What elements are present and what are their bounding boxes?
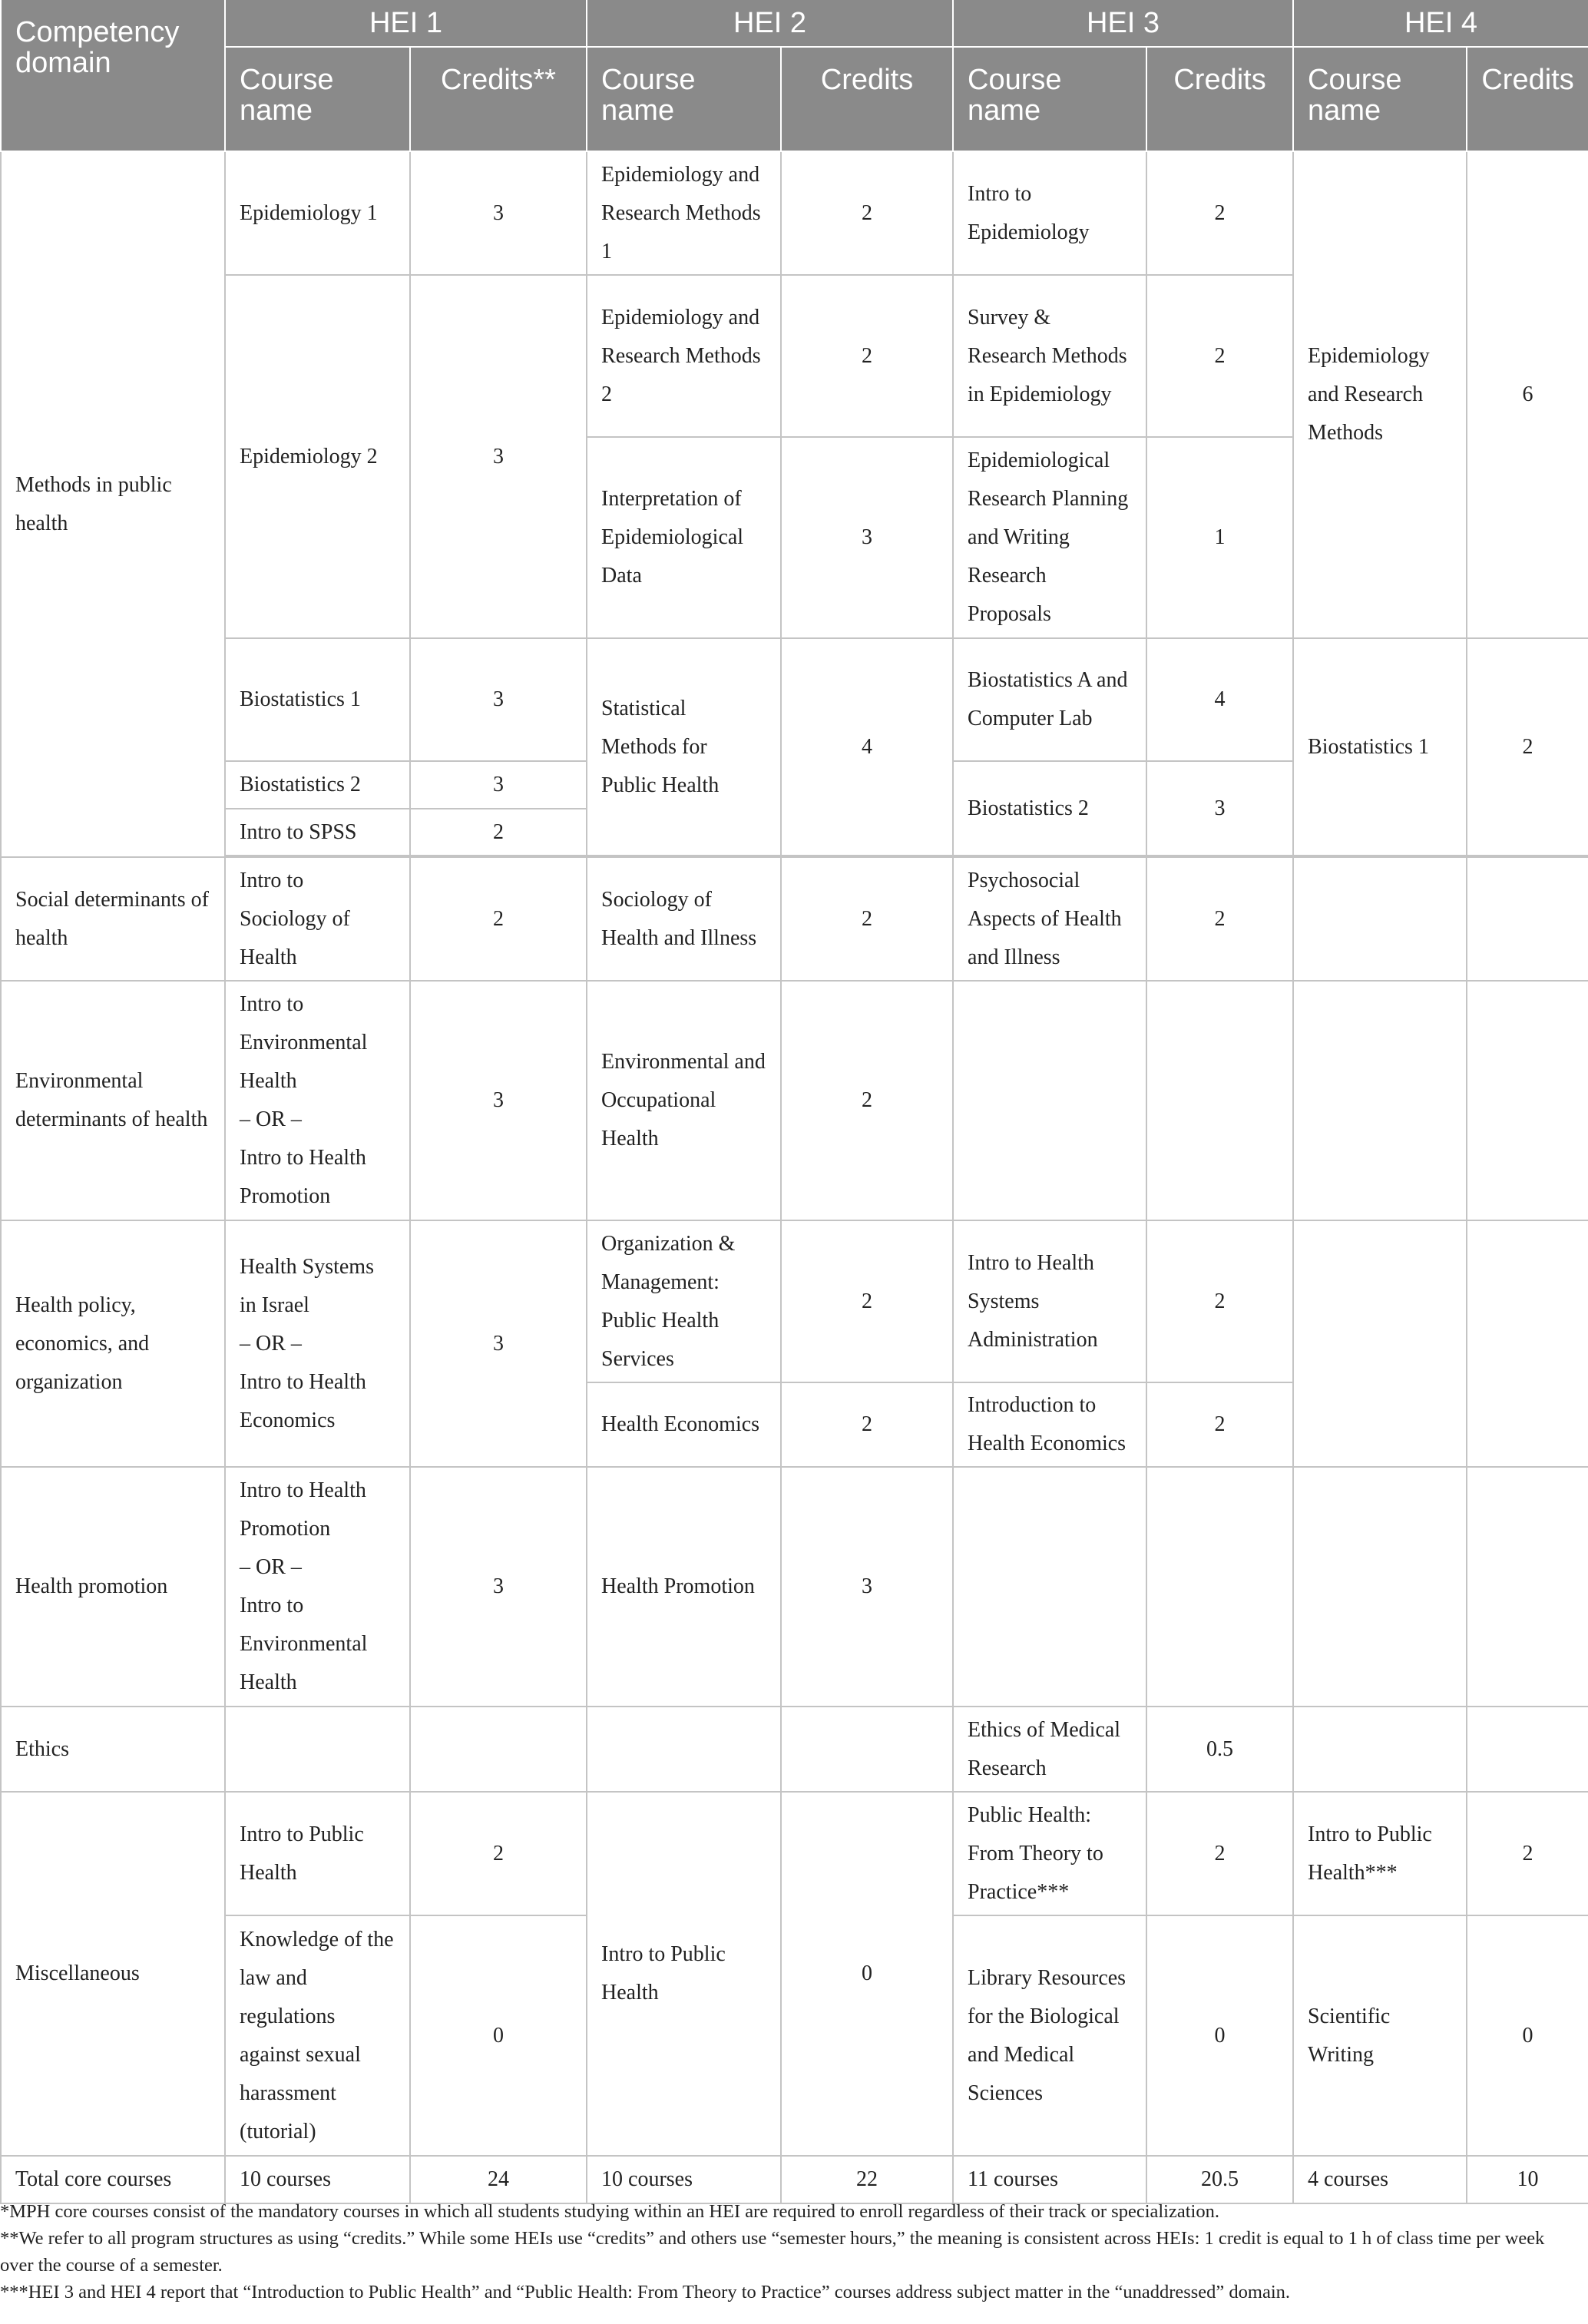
domain-cell: Miscellaneous (1, 1792, 225, 2156)
empty-cell (587, 1707, 781, 1792)
course-cell: Introduction to Health Economics (953, 1382, 1146, 1467)
course-cell: Intro to Public Health (587, 1792, 781, 2156)
course-cell: Biostatistics A and Computer Lab (953, 638, 1146, 761)
or-separator: – OR – (240, 1331, 302, 1356)
empty-cell (1467, 1707, 1588, 1792)
table-row (1, 1467, 1588, 1707)
or-separator: – OR – (240, 1555, 302, 1579)
credits-cell: 2 (1146, 275, 1293, 437)
empty-cell (1293, 1707, 1467, 1792)
total-credits-cell: 20.5 (1146, 2156, 1293, 2203)
credits-cell: 2 (1146, 1792, 1293, 1915)
course-cell: Sociology of Health and Illness (587, 857, 781, 981)
total-courses-cell: 4 courses (1293, 2156, 1467, 2203)
course-cell: Biostatistics 2 (225, 761, 410, 809)
total-credits-cell: 10 (1467, 2156, 1588, 2203)
course-cell: Epidemiological Research Planning and Writing Research Proposals (953, 437, 1146, 638)
credits-cell: 3 (781, 437, 953, 638)
domain-cell: Total core courses (1, 2156, 225, 2203)
course-cell: Health Economics (587, 1382, 781, 1467)
credits-cell: 2 (781, 1382, 953, 1467)
empty-cell (1293, 1220, 1467, 1467)
footnotes (0, 2198, 1582, 2306)
credits-cell: 0.5 (1146, 1707, 1293, 1792)
course-cell: Intro to Public Health (225, 1792, 410, 1915)
credits-cell: 0 (1146, 1915, 1293, 2156)
course-cell: Ethics of Medical Research (953, 1707, 1146, 1792)
hei2-credits-header: Credits (781, 47, 953, 151)
course-cell: Biostatistics 2 (953, 761, 1146, 856)
course-cell: Public Health: From Theory to Practice*** (953, 1792, 1146, 1915)
credits-cell: 3 (410, 1467, 587, 1707)
footnote: ***HEI 3 and HEI 4 report that “Introduction to Public Health” and “Public Health: From Theory to Practice” courses address subject matter in the “unaddressed” domain. (0, 2282, 1291, 2302)
credits-cell: 4 (1146, 638, 1293, 761)
credits-cell: 2 (1146, 857, 1293, 981)
credits-cell: 1 (1146, 437, 1293, 638)
hei4-course-header: Course name (1293, 47, 1467, 151)
empty-cell (1467, 981, 1588, 1220)
credits-cell: 2 (410, 809, 587, 856)
empty-cell (1467, 857, 1588, 981)
total-courses-cell: 11 courses (953, 2156, 1146, 2203)
credits-cell: 2 (781, 981, 953, 1220)
hei2-course-header: Course name (587, 47, 781, 151)
domain-cell: Health promotion (1, 1467, 225, 1707)
empty-cell (953, 981, 1146, 1220)
course-cell: Intro to Sociology of Health (225, 857, 410, 981)
empty-cell (953, 1467, 1146, 1707)
credits-cell: 2 (1467, 638, 1588, 856)
domain-header: Competency domain (1, 0, 225, 151)
hei2-header: HEI 2 (587, 0, 953, 47)
domain-cell: Environmental determinants of health (1, 981, 225, 1220)
credits-cell: 0 (1467, 1915, 1588, 2156)
total-credits-cell: 22 (781, 2156, 953, 2203)
credits-cell: 3 (410, 1220, 587, 1467)
course-option-a: Health Systems in Israel (240, 1254, 374, 1317)
credits-cell: 3 (781, 1467, 953, 1707)
table-row (1, 857, 1588, 981)
credits-cell: 2 (410, 857, 587, 981)
course-cell: Interpretation of Epidemiological Data (587, 437, 781, 638)
empty-cell (1146, 981, 1293, 1220)
course-cell: Epidemiology and Research Methods 1 (587, 151, 781, 275)
hei4-header: HEI 4 (1293, 0, 1588, 47)
hei1-header: HEI 1 (225, 0, 587, 47)
credits-cell: 2 (1146, 151, 1293, 275)
credits-cell: 3 (410, 981, 587, 1220)
empty-cell (1293, 857, 1467, 981)
course-option-b: Intro to Health Economics (240, 1369, 366, 1432)
credits-cell: 2 (1467, 1792, 1588, 1915)
credits-cell: 3 (410, 151, 587, 275)
course-cell: Survey & Research Methods in Epidemiology (953, 275, 1146, 437)
table-row (1, 151, 1588, 275)
course-cell: Epidemiology and Research Methods 2 (587, 275, 781, 437)
credits-cell: 3 (410, 638, 587, 761)
table-body (1, 151, 1588, 2203)
table-row-total (1, 2156, 1588, 2203)
table-row (1, 1220, 1588, 1382)
course-cell (225, 1220, 410, 1467)
credits-cell: 2 (1146, 1220, 1293, 1382)
credits-cell: 0 (410, 1915, 587, 2156)
empty-cell (1467, 1220, 1588, 1467)
domain-cell: Ethics (1, 1707, 225, 1792)
course-cell: Epidemiology 1 (225, 151, 410, 275)
footnote: *MPH core courses consist of the mandatory courses in which all students studying within an HEI are required to enroll regardless of their track or specialization. (0, 2201, 1219, 2222)
course-cell: Organization & Management: Public Health Services (587, 1220, 781, 1382)
course-cell: Epidemiology and Research Methods (1293, 151, 1467, 638)
credits-cell: 2 (410, 1792, 587, 1915)
course-cell: Biostatistics 1 (225, 638, 410, 761)
hei3-header: HEI 3 (953, 0, 1293, 47)
empty-cell (781, 1707, 953, 1792)
credits-cell: 2 (781, 1220, 953, 1382)
credits-cell: 3 (1146, 761, 1293, 856)
course-cell (225, 1467, 410, 1707)
domain-cell: Methods in public health (1, 151, 225, 857)
credits-cell: 3 (410, 275, 587, 638)
empty-cell (1146, 1467, 1293, 1707)
course-cell: Statistical Methods for Public Health (587, 638, 781, 856)
table-header (1, 0, 1588, 151)
course-cell: Intro to Public Health*** (1293, 1792, 1467, 1915)
hei4-credits-header: Credits (1467, 47, 1588, 151)
credits-cell: 0 (781, 1792, 953, 2156)
course-cell: Intro to SPSS (225, 809, 410, 856)
credits-cell: 6 (1467, 151, 1588, 638)
course-cell: Library Resources for the Biological and Medical Sciences (953, 1915, 1146, 2156)
course-option-b: Intro to Environmental Health (240, 1594, 368, 1694)
table-row (1, 981, 1588, 1220)
course-cell: Knowledge of the law and regulations against sexual harassment (tutorial) (225, 1915, 410, 2156)
course-cell: Health Promotion (587, 1467, 781, 1707)
footnote: **We refer to all program structures as using “credits.” While some HEIs use “credits” and others use “semester hours,” the meaning is consistent across HEIs: 1 credit is equal to 1 h of class time per week over the course of a semester. (0, 2228, 1545, 2276)
course-cell: Psychosocial Aspects of Health and Illness (953, 857, 1146, 981)
total-courses-cell: 10 courses (587, 2156, 781, 2203)
empty-cell (1293, 981, 1467, 1220)
empty-cell (1467, 1467, 1588, 1707)
total-credits-cell: 24 (410, 2156, 587, 2203)
course-cell: Environmental and Occupational Health (587, 981, 781, 1220)
course-cell: Biostatistics 1 (1293, 638, 1467, 856)
credits-cell: 2 (1146, 1382, 1293, 1467)
course-option-b: Intro to Health Promotion (240, 1146, 366, 1208)
course-option-a: Intro to Environmental Health (240, 992, 368, 1093)
credits-cell: 2 (781, 275, 953, 437)
course-cell: Intro to Health Systems Administration (953, 1220, 1146, 1382)
empty-cell (1293, 1467, 1467, 1707)
domain-cell: Health policy, economics, and organization (1, 1220, 225, 1467)
or-separator: – OR – (240, 1107, 302, 1131)
hei3-course-header: Course name (953, 47, 1146, 151)
course-cell: Epidemiology 2 (225, 275, 410, 638)
credits-cell: 3 (410, 761, 587, 809)
hei3-credits-header: Credits (1146, 47, 1293, 151)
empty-cell (225, 1707, 410, 1792)
domain-cell: Social determinants of health (1, 857, 225, 981)
course-cell: Scientific Writing (1293, 1915, 1467, 2156)
credits-cell: 2 (781, 151, 953, 275)
credits-cell: 4 (781, 638, 953, 856)
empty-cell (410, 1707, 587, 1792)
table-row (1, 1792, 1588, 1915)
hei1-course-header: Course name (225, 47, 410, 151)
hei1-credits-header: Credits** (410, 47, 587, 151)
course-cell: Intro to Epidemiology (953, 151, 1146, 275)
table-row (1, 1707, 1588, 1792)
credits-cell: 2 (781, 857, 953, 981)
total-courses-cell: 10 courses (225, 2156, 410, 2203)
course-option-a: Intro to Health Promotion (240, 1478, 366, 1541)
table-row (1, 638, 1588, 761)
course-cell (225, 981, 410, 1220)
